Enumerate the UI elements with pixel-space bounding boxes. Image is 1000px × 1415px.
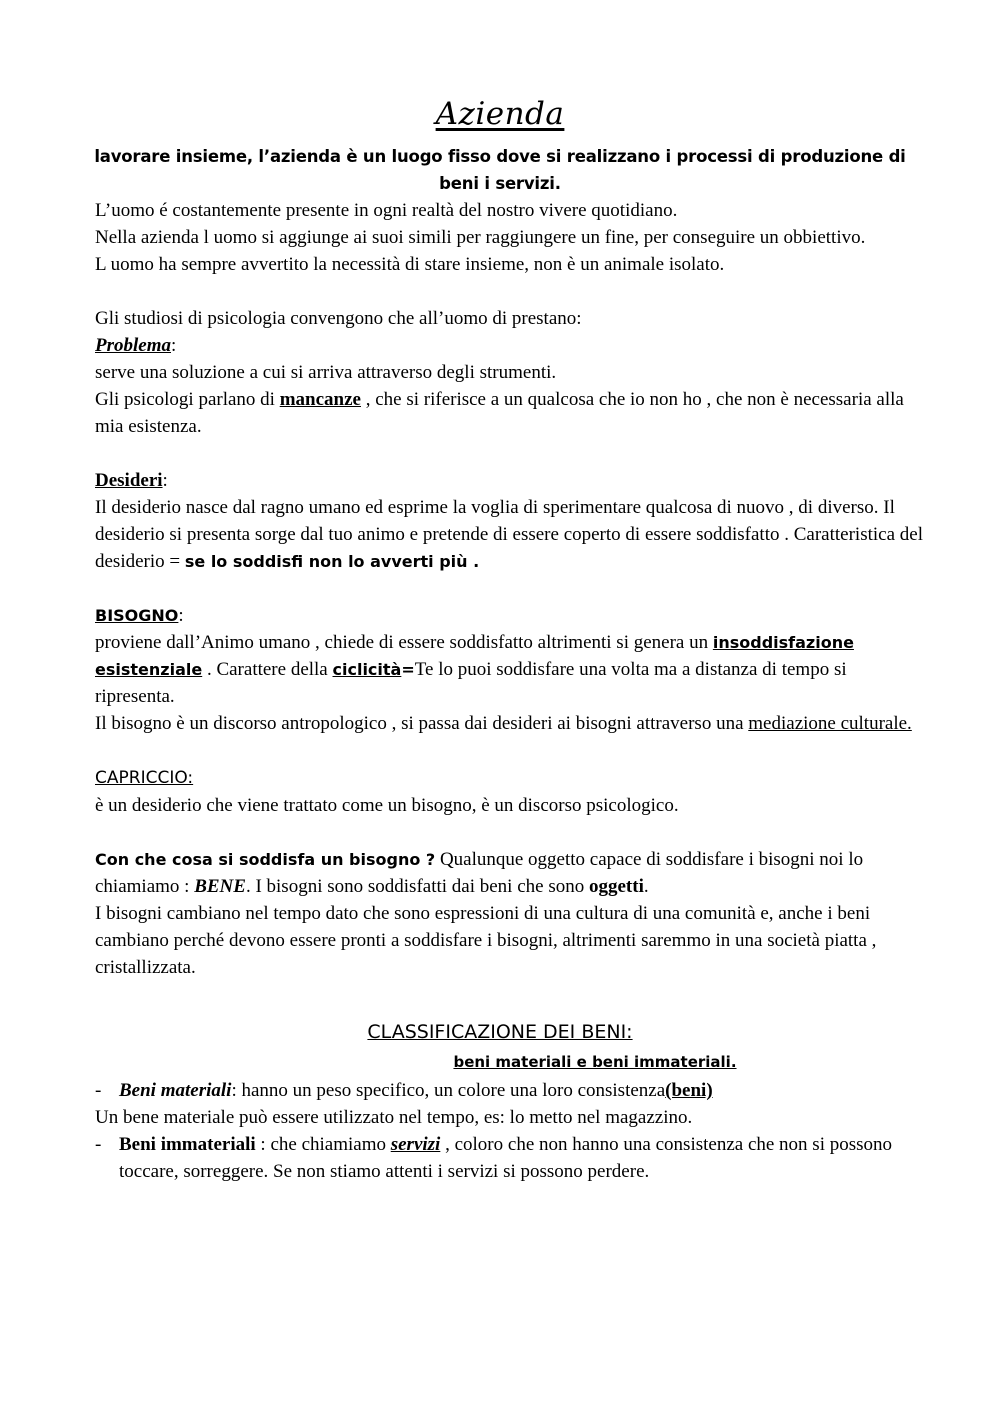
mancanze-term: mancanze	[279, 389, 361, 410]
spacer	[95, 737, 925, 764]
bisogno-mediazione	[95, 710, 925, 737]
bisogno-line1: proviene dall’Animo umano , chiede di essere soddisfatto altrimenti si genera un	[95, 632, 713, 653]
page-subtitle: lavorare insieme, l’azienda è un luogo fisso dove si realizzano i processi di produzione di beni i servizi.	[94, 147, 906, 193]
bisogno-colon: :	[178, 605, 184, 626]
bullet-dash: -	[95, 1080, 102, 1101]
classificazione-title: CLASSIFICAZIONE DEI BENI:	[367, 1021, 633, 1043]
beni-immateriali-text2: , coloro che non hanno una consistenza che non si possono toccare, sorreggere. Se non stiamo attenti i servizi si possono perdere.	[119, 1134, 893, 1182]
capriccio-heading	[95, 764, 925, 792]
problema-heading	[95, 332, 925, 359]
mancanze-post: , che si riferisce a un qualcosa che io non ho , che non è necessaria alla mia esistenza.	[95, 389, 904, 437]
bisogno-paragraph	[95, 629, 925, 710]
ciclicita-equals: =	[401, 660, 415, 679]
beni-materiali-beni: (beni)	[665, 1080, 713, 1101]
classificazione-subtitle: beni materiali e beni immateriali.	[453, 1053, 737, 1071]
spacer	[95, 440, 925, 467]
desideri-paragraph	[95, 494, 925, 575]
mancanze-paragraph	[95, 386, 925, 440]
bullet-dash: -	[95, 1134, 102, 1155]
problema-label: Problema	[95, 335, 171, 356]
insoddisfazione-term: insoddisfazione	[712, 633, 854, 652]
desideri-label: Desideri	[95, 470, 163, 491]
desideri-colon: :	[162, 470, 168, 491]
bisogno-line3: Il bisogno è un discorso antropologico , si passa dai desideri ai bisogni attraverso una	[95, 713, 749, 734]
intro-line: Nella azienda l uomo si aggiunge ai suoi simili per raggiungere un fine, per conseguire un obbiettivo.	[95, 227, 866, 248]
intro-line: L uomo ha sempre avvertito la necessità di stare insieme, non è un animale isolato.	[95, 254, 725, 275]
soddisfa-text1: Qualunque oggetto capace di soddisfare i bisogni noi lo chiamiamo :	[95, 849, 864, 897]
capriccio-text: è un desiderio che viene trattato come un bisogno, è un discorso psicologico.	[95, 795, 679, 816]
oggetti-term: oggetti	[588, 876, 644, 897]
intro-line: L’uomo é costantemente presente in ogni realtà del nostro vivere quotidiano.	[95, 200, 678, 221]
page-title: Azienda	[435, 96, 565, 132]
document-body	[95, 197, 925, 1185]
beni-materiali-text: : hanno un peso specifico, un colore una loro consistenza	[231, 1080, 666, 1101]
problema-colon: :	[171, 335, 177, 356]
desideri-bold: se lo soddisfi non lo avverti più .	[184, 552, 480, 571]
spacer	[95, 575, 925, 602]
bisogno-mid: . Carattere della	[202, 659, 333, 680]
spacer	[95, 819, 925, 846]
psicologia-intro: Gli studiosi di psicologia convengono che all’uomo di prestano:	[95, 308, 582, 329]
mancanze-pre: Gli psicologi parlano di	[95, 389, 280, 410]
beni-materiali-label: Beni materiali	[119, 1080, 232, 1101]
soddisfa-text2: . I bisogni sono soddisfatti dai beni che sono	[245, 876, 589, 897]
ciclicita-term: ciclicità	[332, 660, 402, 679]
capriccio-label: CAPRICCIO:	[95, 768, 194, 788]
spacer	[95, 981, 925, 1017]
bisogno-heading	[95, 602, 925, 629]
beni-immateriali-text1: : che chiamiamo	[255, 1134, 391, 1155]
bene-term: BENE	[194, 876, 246, 897]
soddisfa-paragraph-2: I bisogni cambiano nel tempo dato che sono espressioni di una cultura di una comunità e, anche i beni cambiano perché devono essere pronti a soddisfare i bisogni, altrimenti saremmo in una società piatta , cristallizzata.	[95, 903, 877, 978]
bisogno-rest: Te lo puoi soddisfare una volta ma a distanza di tempo si ripresenta.	[95, 659, 847, 707]
beni-materiali-note: Un bene materiale può essere utilizzato nel tempo, es: lo metto nel magazzino.	[95, 1107, 693, 1128]
soddisfa-paragraph	[95, 846, 925, 900]
spacer	[95, 278, 925, 305]
list-item-beni-materiali	[95, 1077, 925, 1104]
desideri-text: Il desiderio nasce dal ragno umano ed esprime la voglia di sperimentare qualcosa di nuovo , di diverso. Il desiderio si presenta sorge dal tuo animo e pretende di essere coperto di essere soddisfatto . Caratteristica del desiderio =	[95, 497, 923, 572]
desideri-heading	[95, 467, 925, 494]
servizi-term: servizi	[390, 1134, 441, 1155]
soddisfa-question: Con che cosa si soddisfa un bisogno ?	[95, 850, 436, 869]
esistenziale-term: esistenziale	[95, 660, 203, 679]
mediazione-term: mediazione culturale.	[748, 713, 912, 734]
problema-text: serve una soluzione a cui si arriva attraverso degli strumenti.	[95, 362, 557, 383]
list-item-beni-immateriali	[95, 1131, 925, 1185]
soddisfa-dot: .	[643, 876, 649, 897]
beni-immateriali-label: Beni immateriali	[119, 1134, 256, 1155]
bisogno-label: BISOGNO	[95, 606, 179, 625]
